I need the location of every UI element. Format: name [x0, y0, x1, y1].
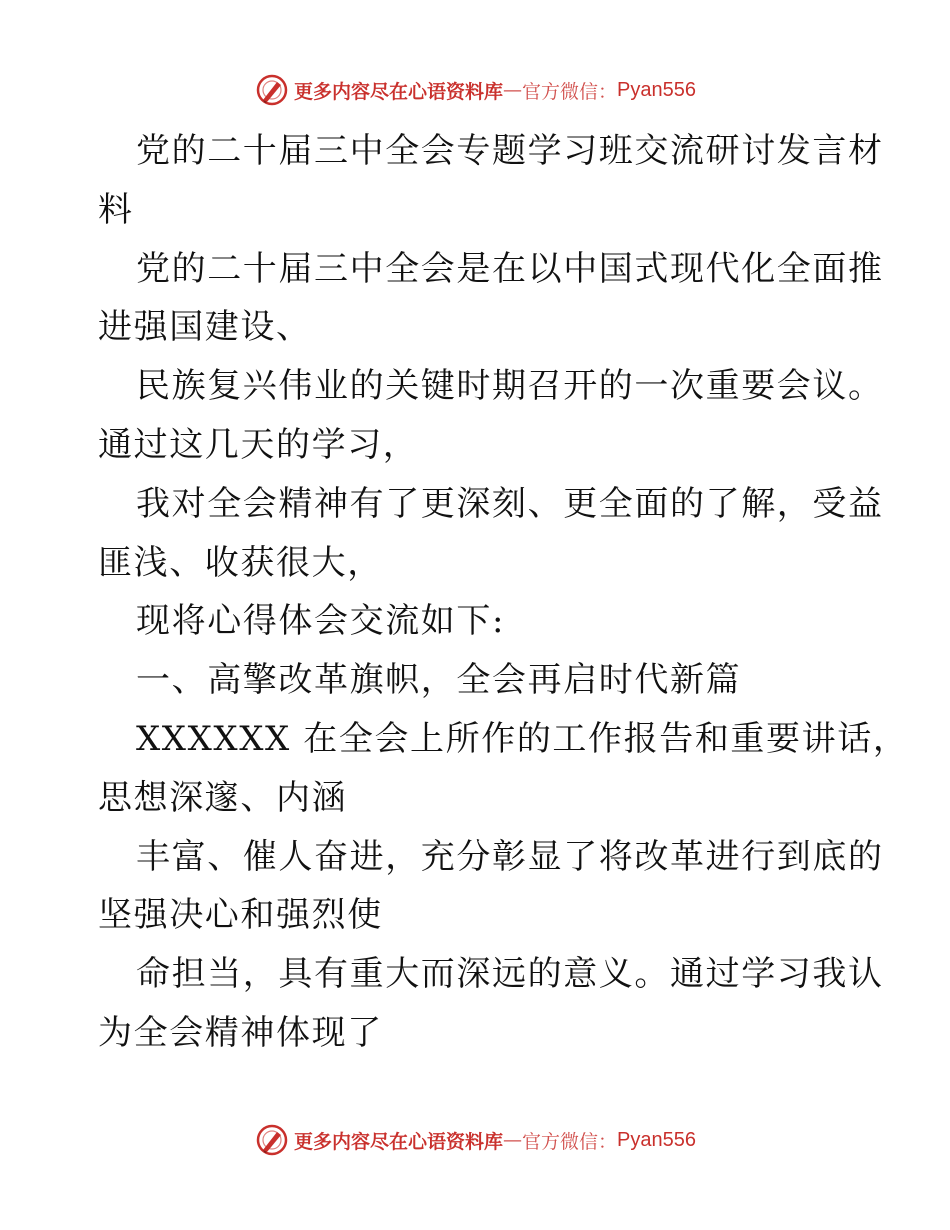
body-text: [98, 122, 909, 1063]
text-line: 我对全会精神有了更深刻、更全面的了解，受益: [136, 483, 884, 524]
watermark-wechat-id: Pyan556: [617, 1128, 696, 1151]
watermark-sub-text: 官方微信：: [522, 80, 618, 103]
watermark-main-text: 更多内容尽在心语资料库: [294, 80, 504, 103]
text-line: 党的二十届三中全会专题学习班交流研讨发言材: [136, 131, 884, 171]
text-line: 匪浅、收获很大，: [98, 542, 383, 583]
text-line: 民族复兴伟业的关键时期召开的一次重要会议。: [136, 366, 884, 407]
text-line: 一、高擎改革旗帜，全会再启时代新篇: [136, 660, 742, 701]
watermark-header: [0, 70, 950, 110]
watermark-dash: —: [503, 1129, 523, 1151]
pen-logo-icon: [254, 1122, 290, 1158]
text-line: 命担当，具有重大而深远的意义。通过学习我认: [136, 954, 884, 995]
watermark-wechat-id: Pyan556: [617, 78, 696, 101]
text-line: 通过这几天的学习，: [98, 424, 419, 465]
text-line: XXXXXX 在全会上所作的工作报告和重要讲话，: [136, 718, 909, 759]
text-line: 料: [98, 189, 134, 230]
text-line: 丰富、催人奋进，充分彰显了将改革进行到底的: [136, 836, 884, 877]
watermark-main-text: 更多内容尽在心语资料库: [294, 1130, 504, 1153]
text-line: 进强国建设、: [98, 307, 312, 348]
pen-logo-icon: [254, 72, 290, 108]
text-line: 坚强决心和强烈使: [98, 895, 383, 936]
watermark-dash: —: [503, 79, 523, 101]
text-line: 为全会精神体现了: [98, 1012, 383, 1053]
watermark-sub-text: 官方微信：: [522, 1130, 618, 1153]
watermark-footer: [0, 1120, 950, 1160]
text-line: 现将心得体会交流如下:: [136, 601, 506, 642]
text-line: 党的二十届三中全会是在以中国式现代化全面推: [136, 248, 884, 289]
text-line: 思想深邃、内涵: [98, 777, 348, 818]
